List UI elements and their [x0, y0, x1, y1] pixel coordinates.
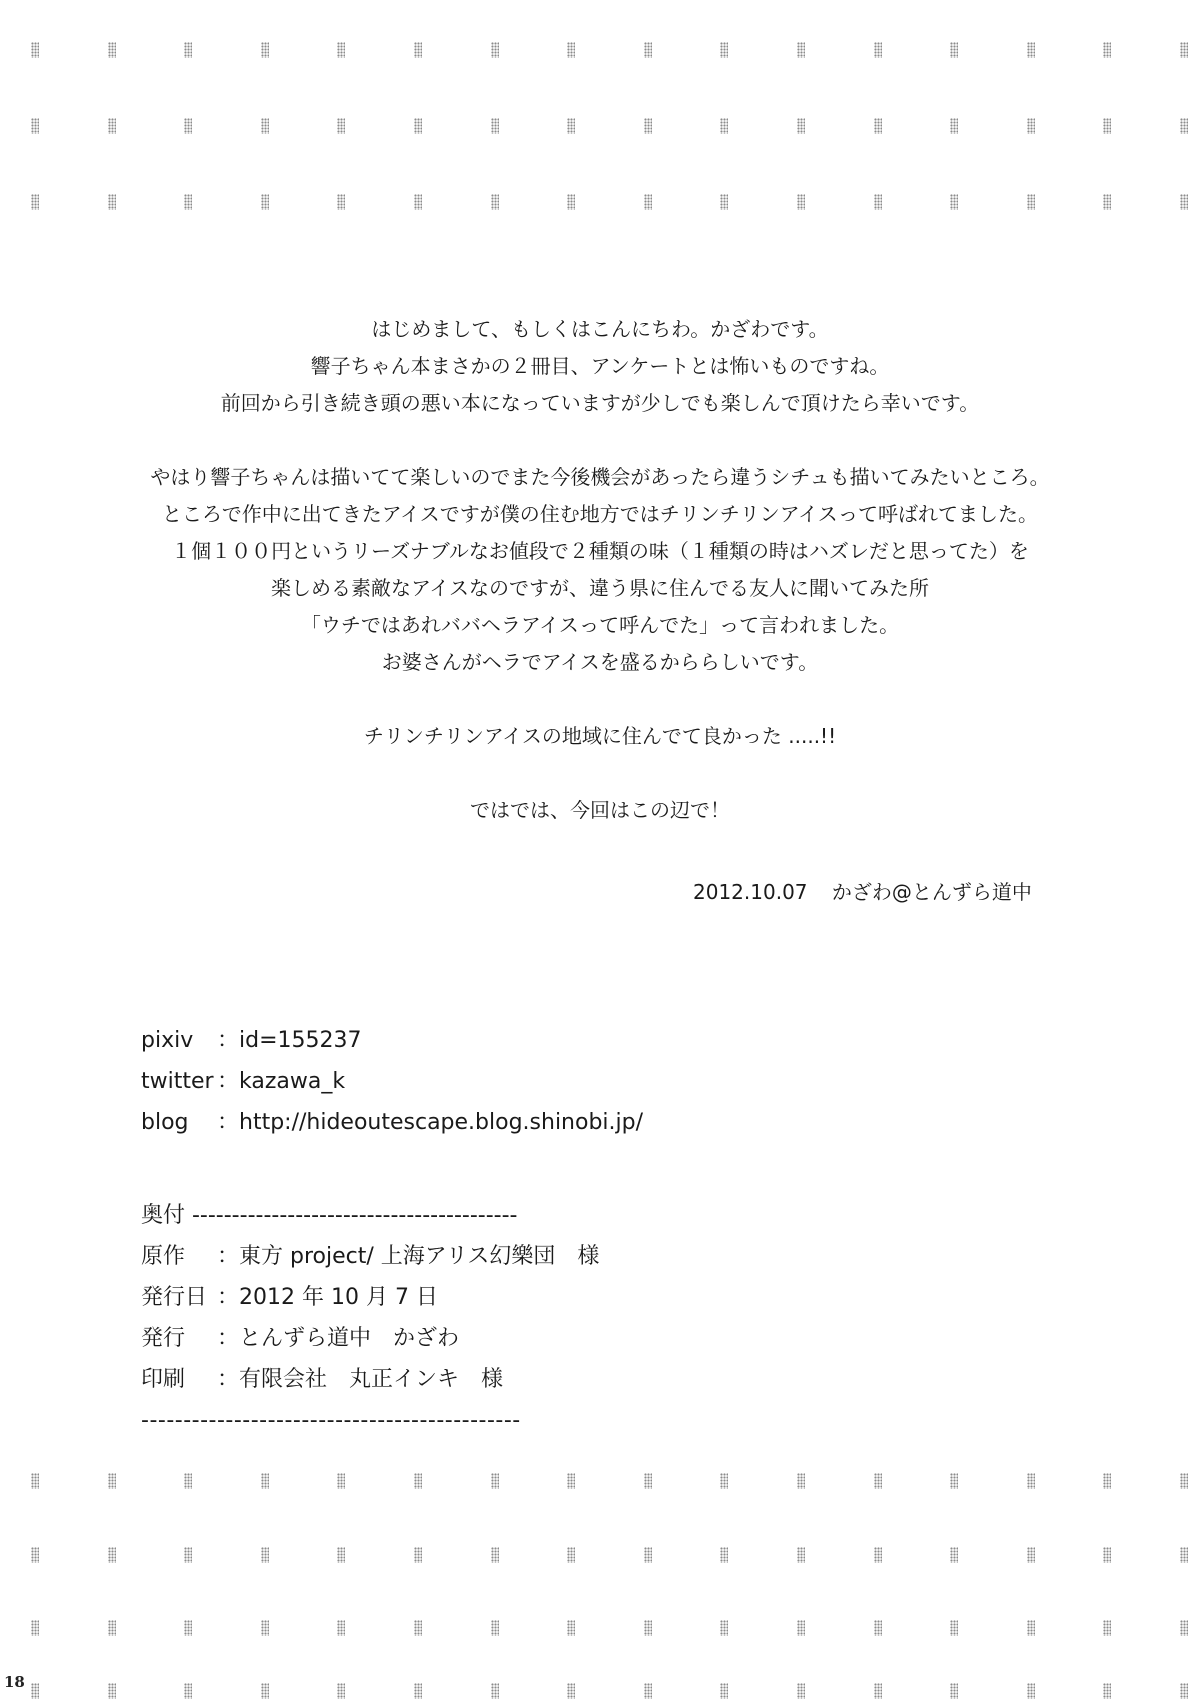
dot-motif [797, 1620, 805, 1636]
dot-motif [261, 118, 269, 134]
afterword-line: ではでは、今回はこの辺で！ [470, 798, 730, 822]
dot-motif [950, 1620, 958, 1636]
dot-motif [1027, 118, 1035, 134]
dot-motif [184, 118, 192, 134]
contact-value: ：id=155237 [217, 1028, 362, 1053]
afterword-line: お婆さんがヘラでアイスを盛るかららしいです。 [381, 650, 819, 674]
dot-motif [567, 42, 575, 58]
colophon-key: 印刷 [141, 1367, 186, 1392]
dot-motif [1103, 118, 1111, 134]
dot-motif [31, 1473, 39, 1489]
dot-motif [950, 1547, 958, 1563]
colophon-row-original-work [141, 1236, 599, 1277]
dot-motif [1180, 194, 1188, 210]
dot-motif [1180, 42, 1188, 58]
dot-motif [414, 1473, 422, 1489]
dot-motif [31, 42, 39, 58]
dot-motif [644, 1473, 652, 1489]
dot-motif [491, 194, 499, 210]
dot-motif [261, 42, 269, 58]
afterword-paragraph-1 [0, 311, 1200, 422]
dot-motif [337, 1547, 345, 1563]
dot-pattern-bottom-3 [0, 1620, 1200, 1644]
colophon-row-publisher [141, 1318, 599, 1359]
contact-key: twitter [141, 1069, 214, 1094]
dot-motif [720, 1620, 728, 1636]
colophon-key: 原作 [141, 1244, 186, 1269]
dot-motif [261, 1620, 269, 1636]
dot-motif [414, 1620, 422, 1636]
dot-motif [1180, 1620, 1188, 1636]
dot-motif [874, 1473, 882, 1489]
dot-motif [1180, 118, 1188, 134]
afterword-line: １個１００円というリーズナブルなお値段で２種類の味（１種類の時はハズレだと思ってた）を [171, 539, 1029, 563]
page-number: 18 [4, 1673, 25, 1691]
dot-motif [184, 1620, 192, 1636]
afterword-line: やはり響子ちゃんは描いてて楽しいのでまた今後機会があったら違うシチュも描いてみたいところ。 [150, 465, 1050, 489]
colophon-key: 発行日 [141, 1285, 208, 1310]
afterword-paragraph-3 [0, 718, 1200, 755]
dot-pattern-top-2 [0, 118, 1200, 142]
dot-motif [720, 42, 728, 58]
dot-pattern-bottom-2 [0, 1547, 1200, 1571]
dot-motif [874, 118, 882, 134]
signature [693, 876, 1032, 908]
dot-motif [567, 194, 575, 210]
dot-motif [644, 194, 652, 210]
dot-motif [950, 118, 958, 134]
dot-motif [184, 194, 192, 210]
dot-motif [108, 1547, 116, 1563]
colophon-value: ：2012 年 10 月 7 日 [217, 1285, 438, 1310]
contact-row-twitter [141, 1061, 643, 1102]
dot-motif [567, 1547, 575, 1563]
dot-motif [567, 118, 575, 134]
colophon-header: 奥付 ----------------------------------------- [141, 1203, 518, 1228]
dot-motif [108, 1620, 116, 1636]
dot-motif [31, 118, 39, 134]
dot-motif [1103, 1620, 1111, 1636]
dot-motif [31, 194, 39, 210]
dot-motif [1027, 1620, 1035, 1636]
dot-motif [720, 1473, 728, 1489]
dot-motif [1103, 1473, 1111, 1489]
dot-motif [1180, 1473, 1188, 1489]
dot-motif [491, 42, 499, 58]
dot-motif [337, 42, 345, 58]
dot-pattern-top-1 [0, 42, 1200, 66]
dot-motif [874, 1620, 882, 1636]
dot-motif [797, 1473, 805, 1489]
dot-motif [261, 194, 269, 210]
dot-pattern-bottom-1 [0, 1473, 1200, 1497]
dot-motif [874, 1547, 882, 1563]
dot-pattern-top-3 [0, 194, 1200, 218]
dot-motif [720, 1547, 728, 1563]
dot-motif [491, 1547, 499, 1563]
dot-motif [1027, 1547, 1035, 1563]
dot-motif [644, 118, 652, 134]
dot-motif [108, 194, 116, 210]
colophon-row-printer [141, 1359, 599, 1400]
dot-motif [950, 42, 958, 58]
afterword-line: チリンチリンアイスの地域に住んでて良かった .....!! [363, 724, 837, 748]
contact-key: pixiv [141, 1028, 194, 1053]
afterword-line: ところで作中に出てきたアイスですが僕の住む地方ではチリンチリンアイスって呼ばれてました。 [162, 502, 1038, 526]
colophon-value: ：とんずら道中 かざわ [217, 1326, 460, 1351]
dot-motif [797, 42, 805, 58]
dot-motif [1180, 1547, 1188, 1563]
dot-motif [491, 1473, 499, 1489]
dot-motif [1103, 194, 1111, 210]
dot-motif [874, 194, 882, 210]
afterword-line: 「ウチではあれババヘラアイスって呼んでた」って言われました。 [300, 613, 900, 637]
dot-motif [797, 194, 805, 210]
afterword-line: はじめまして、もしくはこんにちわ。かざわです。 [371, 317, 829, 341]
afterword-paragraph-2 [0, 459, 1200, 681]
dot-motif [567, 1620, 575, 1636]
dot-motif [720, 194, 728, 210]
dot-motif [874, 42, 882, 58]
dot-motif [720, 118, 728, 134]
dot-motif [337, 194, 345, 210]
dot-pattern-bottom-4 [0, 1683, 1200, 1707]
dot-motif [1027, 42, 1035, 58]
dot-motif [644, 42, 652, 58]
dot-motif [1027, 194, 1035, 210]
dot-motif [108, 1473, 116, 1489]
afterword-line: 楽しめる素敵なアイスなのですが、違う県に住んでる友人に聞いてみた所 [271, 576, 929, 600]
dot-motif [414, 118, 422, 134]
signature-author: かざわ@とんずら道中 [831, 880, 1032, 904]
dot-motif [644, 1620, 652, 1636]
dot-motif [31, 1547, 39, 1563]
signature-date: 2012.10.07 [693, 880, 808, 904]
dot-motif [414, 1547, 422, 1563]
dot-motif [184, 42, 192, 58]
colophon-value: ：有限会社 丸正インキ 様 [217, 1367, 504, 1392]
contact-value: ：http://hideoutescape.blog.shinobi.jp/ [217, 1110, 644, 1135]
dot-motif [337, 1620, 345, 1636]
colophon-value: ：東方 project/ 上海アリス幻樂団 様 [217, 1244, 600, 1269]
dot-motif [337, 1473, 345, 1489]
afterword-line: 響子ちゃん本まさかの２冊目、アンケートとは怖いものですね。 [310, 354, 890, 378]
colophon-footer-rule: --------------------------------------------- [141, 1408, 521, 1433]
dot-motif [491, 1620, 499, 1636]
dot-motif [1103, 1547, 1111, 1563]
dot-motif [797, 118, 805, 134]
contact-row-pixiv [141, 1020, 643, 1061]
contact-list [141, 1020, 643, 1143]
dot-motif [31, 1620, 39, 1636]
colophon [141, 1195, 599, 1441]
dot-motif [184, 1547, 192, 1563]
afterword-line: 前回から引き続き頭の悪い本になっていますが少しでも楽しんで頂けたら幸いです。 [220, 391, 980, 415]
dot-motif [261, 1547, 269, 1563]
dot-motif [184, 1473, 192, 1489]
dot-motif [414, 194, 422, 210]
dot-motif [950, 194, 958, 210]
dot-motif [644, 1547, 652, 1563]
dot-motif [108, 42, 116, 58]
dot-motif [108, 118, 116, 134]
dot-motif [337, 118, 345, 134]
afterword-paragraph-4 [0, 792, 1200, 829]
dot-motif [1103, 42, 1111, 58]
contact-key: blog [141, 1110, 189, 1135]
colophon-key: 発行 [141, 1326, 186, 1351]
dot-motif [414, 42, 422, 58]
dot-motif [261, 1473, 269, 1489]
contact-value: ：kazawa_k [217, 1069, 346, 1094]
dot-motif [567, 1473, 575, 1489]
dot-motif [1027, 1473, 1035, 1489]
dot-motif [491, 118, 499, 134]
colophon-row-publish-date [141, 1277, 599, 1318]
dot-motif [797, 1547, 805, 1563]
contact-row-blog [141, 1102, 643, 1143]
dot-motif [950, 1473, 958, 1489]
